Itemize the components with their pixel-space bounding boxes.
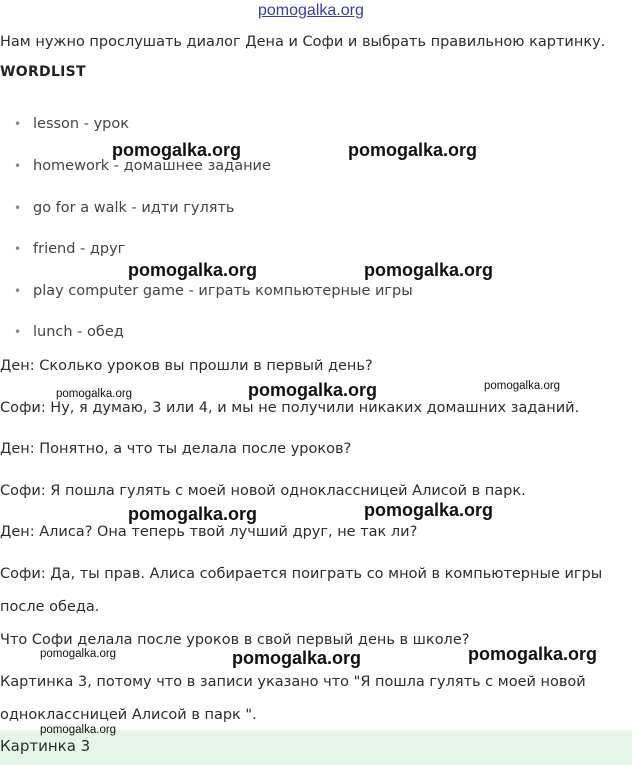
watermark: pomogalka.org bbox=[40, 648, 117, 660]
bullet-icon: • bbox=[14, 242, 22, 256]
wordlist-item bbox=[14, 198, 234, 218]
wordlist-item-text: play computer game - играть компьютерные игры bbox=[33, 283, 413, 299]
wordlist-item bbox=[14, 114, 129, 134]
question-text: Что Софи делала после уроков в свой первый день в школе? bbox=[0, 632, 470, 648]
dialogue-line: после обеда. bbox=[0, 599, 100, 615]
wordlist-item-text: lunch - обед bbox=[33, 324, 124, 340]
dialogue-line: Софи: Ну, я думаю, 3 или 4, и мы не получили никаких домашних заданий. bbox=[0, 400, 580, 416]
bullet-icon: • bbox=[14, 201, 22, 215]
wordlist-item bbox=[14, 322, 124, 342]
watermark: pomogalka.org bbox=[348, 140, 478, 160]
dialogue-line: Ден: Алиса? Она теперь твой лучший друг, не так ли? bbox=[0, 524, 418, 540]
explanation-line: одноклассницей Алисой в парк ". bbox=[0, 707, 257, 723]
watermark: pomogalka.org bbox=[112, 140, 242, 160]
wordlist-item-text: go for a walk - идти гулять bbox=[33, 200, 235, 216]
watermark: pomogalka.org bbox=[40, 724, 117, 736]
watermark: pomogalka.org bbox=[364, 500, 494, 520]
wordlist-item-text: homework - домашнее задание bbox=[33, 158, 271, 174]
dialogue-line: Софи: Да, ты прав. Алиса собирается поиграть со мной в компьютерные игры bbox=[0, 566, 603, 582]
bullet-icon: • bbox=[14, 159, 22, 173]
watermark: pomogalka.org bbox=[56, 388, 133, 400]
watermark: pomogalka.org bbox=[128, 260, 258, 280]
watermark: pomogalka.org bbox=[248, 380, 378, 400]
watermark: pomogalka.org bbox=[468, 644, 598, 664]
wordlist-item-text: friend - друг bbox=[33, 241, 126, 257]
watermark-top: pomogalka.org bbox=[258, 2, 364, 19]
intro-text: Нам нужно прослушать диалог Дена и Софи и выбрать правильною картинку. bbox=[0, 34, 606, 50]
wordlist-heading: WORDLIST bbox=[0, 64, 86, 80]
wordlist-item bbox=[14, 281, 413, 301]
watermark: pomogalka.org bbox=[364, 260, 494, 280]
watermark: pomogalka.org bbox=[232, 648, 362, 668]
wordlist-item bbox=[14, 239, 125, 259]
bullet-icon: • bbox=[14, 284, 22, 298]
answer-text: Картинка 3 bbox=[0, 737, 91, 755]
explanation-line: Картинка 3, потому что в записи указано что "Я пошла гулять с моей новой bbox=[0, 674, 586, 690]
watermark: pomogalka.org bbox=[128, 504, 258, 524]
wordlist-item-text: lesson - урок bbox=[33, 116, 129, 132]
bullet-icon: • bbox=[14, 117, 22, 131]
bullet-icon: • bbox=[14, 325, 22, 339]
dialogue-line: Ден: Сколько уроков вы прошли в первый день? bbox=[0, 358, 373, 374]
dialogue-line: Софи: Я пошла гулять с моей новой одноклассницей Алисой в парк. bbox=[0, 483, 526, 499]
watermark: pomogalka.org bbox=[484, 380, 561, 392]
dialogue-line: Ден: Понятно, а что ты делала после уроков? bbox=[0, 441, 352, 457]
